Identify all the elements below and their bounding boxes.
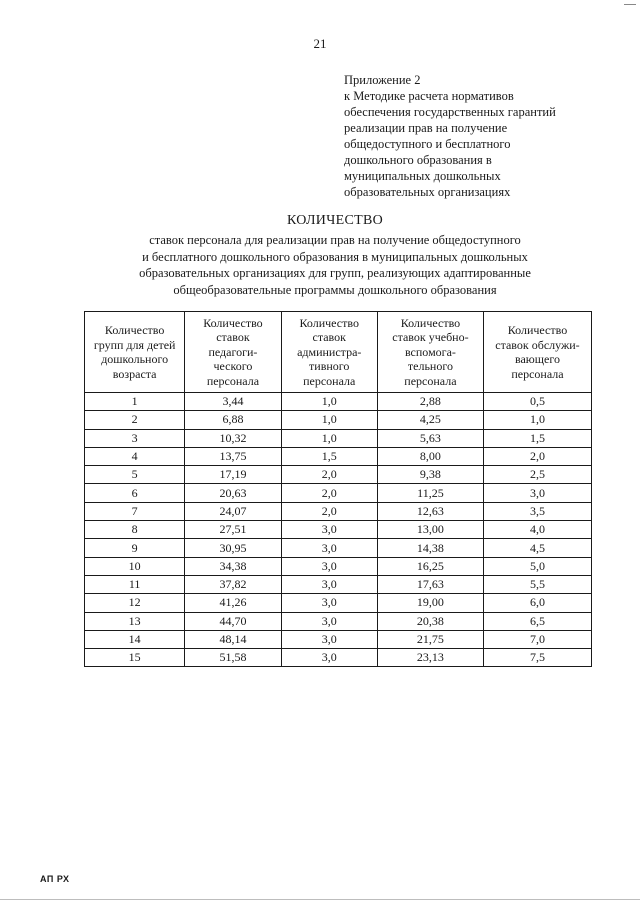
table-row: 7 24,07 2,0 12,63 3,5 [85, 502, 592, 520]
table-row: 8 27,51 3,0 13,00 4,0 [85, 521, 592, 539]
appendix-line: Приложение 2 [344, 73, 421, 87]
table-row: 3 10,32 1,0 5,63 1,5 [85, 429, 592, 447]
subtitle-line: ставок персонала для реализации прав на получение общедоступного [149, 233, 521, 247]
appendix-reference [344, 72, 624, 200]
footer-mark: АП РХ [40, 874, 70, 884]
scan-bottom-edge [0, 899, 640, 900]
scan-edge-mark [624, 4, 636, 5]
header-pedagogical-staff: Количество ставок педагоги- ческого персонала [185, 312, 281, 393]
table-row: 1 3,44 1,0 2,88 0,5 [85, 393, 592, 411]
appendix-line: общедоступного и бесплатного [344, 137, 511, 151]
appendix-line: обеспечения государственных гарантий [344, 105, 556, 119]
document-heading: КОЛИЧЕСТВО [287, 213, 383, 228]
header-administrative-staff: Количество ставок администра- тивного персонала [281, 312, 377, 393]
header-groups: Количество групп для детей дошкольного возраста [85, 312, 185, 393]
table-header-row [85, 312, 592, 393]
appendix-line: образовательных организациях [344, 185, 511, 199]
page-number: 21 [313, 36, 327, 51]
table-row: 9 30,95 3,0 14,38 4,5 [85, 539, 592, 557]
table-row: 12 41,26 3,0 19,00 6,0 [85, 594, 592, 612]
staff-rates-table [84, 311, 592, 667]
header-educational-support-staff: Количество ставок учебно- вспомога- тельного персонала [377, 312, 483, 393]
table-row: 2 6,88 1,0 4,25 1,0 [85, 411, 592, 429]
table-row: 5 17,19 2,0 9,38 2,5 [85, 466, 592, 484]
table-row: 15 51,58 3,0 23,13 7,5 [85, 649, 592, 667]
subtitle-line: общеобразовательные программы дошкольного образования [173, 282, 497, 297]
table-row: 14 48,14 3,0 21,75 7,0 [85, 630, 592, 648]
table-row: 10 34,38 3,0 16,25 5,0 [85, 557, 592, 575]
table-body [85, 393, 592, 667]
appendix-line: муниципальных дошкольных [344, 169, 501, 183]
subtitle-line: и бесплатного дошкольного образования в муниципальных дошкольных [142, 249, 528, 264]
header-service-staff: Количество ставок обслужи- вающего персонала [483, 312, 591, 393]
appendix-line: реализации прав на получение [344, 121, 508, 135]
subtitle-line: образовательных организациях для групп, реализующих адаптированные [139, 266, 531, 280]
table-row: 6 20,63 2,0 11,25 3,0 [85, 484, 592, 502]
table-row: 4 13,75 1,5 8,00 2,0 [85, 447, 592, 465]
appendix-line: к Методике расчета нормативов [344, 89, 514, 103]
document-subtitle [0, 232, 640, 298]
table-row: 11 37,82 3,0 17,63 5,5 [85, 575, 592, 593]
appendix-line: дошкольного образования в [344, 153, 492, 167]
table-row: 13 44,70 3,0 20,38 6,5 [85, 612, 592, 630]
